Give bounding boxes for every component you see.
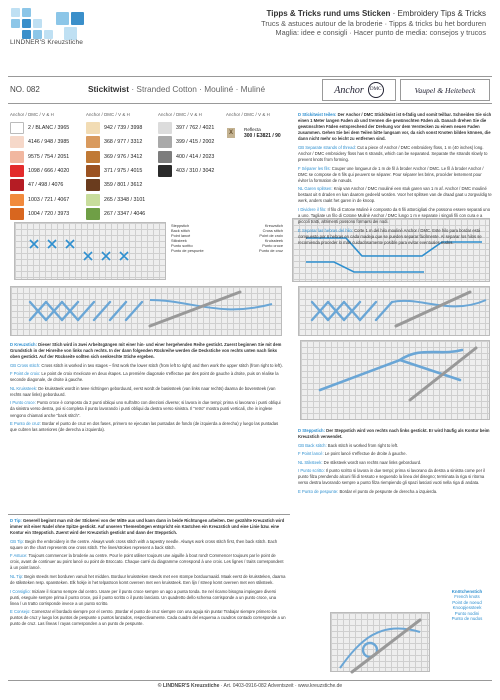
yarn-label: 2 / BLANC / 3965: [28, 125, 70, 131]
legend-item: Punto de cruz: [258, 248, 283, 253]
title-it: Maglia: idee e consigli · Hacer punto de media: consejos y trucos: [275, 28, 486, 38]
yarn-swatch: [10, 179, 24, 191]
yarn-label: 4146 / 948 / 3985: [28, 139, 70, 146]
logo-dot: [56, 12, 69, 25]
separate-strands-text: D Stickitwist teilen: Der Anchor / DMC Stickitwist ist 6-fädig und somit teilbar. Schneiden Sie sich einen 1 Meter langen Faden ab und trennen die gewünschten Fäden ab. Danach drehen Sie die gewünschten Fäden entsprechend der Drehung vor dem Verstecken zu einem neuen Faden zusammen. Gehen Sie bei dem Teilen bitte langsam vor, da sich sonst Knoten bilden können, die dann nicht mehr so leicht zu entfernen sind. GB Separate strands of thread: Cut a piece of Anchor / DMC embroidery floss, 1 m (40 inches) long. Anchor / DMC embroidery floss has 6 strands, which can be separated. Separate the strands slowly to prevent knots from forming. F Séparer les fils: Couper une longueur de 1 m de fil à broder Anchor / DMC. Le fil à broder Anchor / DMC se compose de 6 fils qui peuvent se séparer. Pour séparer les brins, procéder lentement pour éviter la formation de nœuds. NL Garen splitsen: Knip van Anchor / DMC mouliné een stuk garen van 1 m af. Anchor / DMC mouliné bestaat uit 6 draden en kan daarom gedeeld worden. Voor het splitsen van de draad gaat u zorgvuldig te werk, anders raakt het garen in de knoop. I Dividere il filo: Il filo di Cotone Mulinè è composto da 6 fili attorcigliati che possono essere separati uno a uno. Tagliate un filo di Cotone Mulinè Anchor / DMC lungo 1 m e separate i singoli fili con cura e a piccoli tratti, altrimenti possono formarsi dei nodi. E Separar las hebras del hilo: Corte 1 m del hilo mouliné Anchor / DMC. Este hilo para bordar está compuesto por 6 hebras en cada madeja que se pueden separar fácilmente. Al separar los hilos se recomienda proceder lo más cuidadosamente posible para evitar eventuales nudos.: [298, 112, 492, 245]
yarn-label: 371 / 975 / 4015: [104, 167, 143, 174]
legend-item: Kruissteek: [264, 238, 283, 243]
title-en: · Embroidery Tips & Tricks: [392, 9, 486, 18]
back-stitch-text: D Steppstich: Der Steppstich wird von rechts nach links gestickt. Er wird häufig als Kontur beim Kreuzstich verwendet. GB Back stitch: Back stitch is worked from right to left. F Point lancé: Le point lancé s'effectue de droite à gauche. NL Stiksteek: De stiksteek wordt van rechts naar links geborduurd. I Punto scritto: Il punto scritto si lavora in due tempi; prima si lavorano da destra a sinistra come per il punto filza prendendo alcuni fili di tessuto e seguendo la linea del disegno; terminata la riga si ritorna verso destra lavorando sempre a punto filza riempiendo gli spazi lasciati vuoti nella riga di andata. E Punto de pespunte: Bordar el punto de pespunte de derecha a izquierda.: [298, 428, 490, 494]
logo-dot: [33, 19, 42, 28]
french-knot-legend: [436, 589, 498, 621]
yarn-swatch: [158, 165, 172, 177]
knot-legend-title: Knötchenstich: [451, 589, 483, 594]
item-name: Stickitwist · Stranded Cotton · Mouliné · Muliné: [88, 84, 266, 94]
yarn-label: 9575 / 754 / 2051: [28, 153, 70, 160]
logo-dot: [33, 30, 42, 39]
vaupel-heitebeck-logo: Vaupel & Heitebeck: [400, 79, 490, 101]
legend-item: Point lancé: [171, 233, 191, 238]
logo-dot: [11, 19, 20, 28]
logo-dot: [22, 30, 31, 39]
cross-stitch-chart: [14, 222, 166, 280]
yarn-label: 1004 / 720 / 3973: [28, 210, 70, 217]
knot-legend-item: French knots: [454, 594, 480, 600]
yarn-label: 265 / 3348 / 3101: [104, 196, 146, 203]
yarn-swatch: [158, 151, 172, 163]
page-title: [150, 9, 486, 38]
yarn-swatch: [10, 151, 24, 163]
yarn-swatch: [86, 165, 100, 177]
logo-dot: [22, 8, 31, 17]
section-rule: [8, 514, 290, 515]
back-stitch-diagram: [300, 340, 490, 420]
yarn-label: 397 / 762 / 4021: [176, 125, 215, 131]
logo-dot: [22, 19, 31, 28]
tip-text: D Tip: Generell beginnt man mit der Stickerei von der Mitte aus und kann dann in beide Richtungen arbeiten. Der gezählte Kreuzstich wird immer mit einer Nadel ohne Spitze gestickt. Auf unseren Themenbögen entspricht ein Kästchen ein Kreuzstich und eine Linie bzw. eine Kontur ein Steppstich. Zuerst wird der Kreuzstich gestickt und dann der Steppstich. GB Tip: Begin the embroidery in the centre. Always work cross stitch with a tapestry needle. Always work cross stitch first, then back stitch. Each square on the chart represents one cross stitch. The lines/strokes represent a back stitch. F Astuce: Toujours commencer la broderie au centre. Pour le point utiliser toujours une aiguille à bout rond! Commencer toujours par le point de croix, avant de continuer au point lancé ou point de Broccato. Chaque carré du diagramme correspond à une croix. Les lignes / traits correspondent à un point lancé. NL Tip: Begin steeds met borduren vanuit het midden. Borduur kruissteken steeds met een stompe borduurnaald. Maak eerst de kruissteken, daarna de stiksteken resp. spansteken. Elk hokje in het telpatroon komt overeen met een kruissteek. Een lijn / streep komt overeen met een stiksteek. I Consiglio: Iniziare il ricamo sempre dal centro. Usare per il punto croce sempre un ago a punta tonda. Se nel ricamo bisogna impiegare diversi punti, eseguire sempre prima il punto croce, poi il punto scritto o il punto lanciato. Un quadretto dello schema corrisponde a un punto croce, una linea / un tratto corrisponde invece a un punto scritto. E Consejo: Comenzar el bordado siempre por el centro. ¡Bordar el punto de cruz siempre con una aguja sin punta! Trabajar siempre primero los puntos de cruz y luego los puntos de pespunte o puntos lanzados, respectivamente. Cada cuadro del esquema a cuadros contado corresponde a un punto de cruz. Las líneas / rayas corresponden a un punto de pespunte.: [10, 518, 286, 627]
yarn-swatch: [86, 194, 100, 206]
translation-key: NL Garen splitsen:: [298, 186, 333, 192]
yarn-swatch: [86, 122, 100, 134]
yarn-swatch: [10, 208, 24, 220]
stitch-legend: [171, 223, 283, 253]
yarn-swatch: [10, 194, 24, 206]
translation-key: GB Separate strands of thread:: [298, 144, 356, 150]
anchor-dmc-logo: Anchor DMC: [322, 79, 396, 101]
legend-item: Steppstich: [171, 223, 190, 228]
yarn-col-header: Anchor / DMC / V & H: [10, 112, 54, 117]
knot-legend-item: Punto de nudos: [451, 616, 483, 622]
legend-item: Punto scritto: [171, 243, 193, 248]
cross-stitch-text: D Kreuzstich: Dieser Stich wird in zwei Arbeitsgängen mit einer hin- und einer hergehenden Reihe gestickt. Zuerst beginnen Sie mit dem Grundstich in der Hinreihe von links nach rechts. In der dann folgenden Rückreihe werden die Deckstiche von rechts unten nach links oben gestickt. Auf der Rückseite sollten sich senkrechte Stiche ergeben. GB Cross stitch: Cross stitch is worked in two stages – first work the lower stitch (from left to right) and then work the upper stitch (from right to left). F Point de croix: Le point de croix s'exécute en deux étapes. La première diagonale s'effectue par des point de gauche à droite, puis on réalise la seconde diagonale, de droite à gauche. NL Kruissteek: De kruissteek wordt in twee richtingen geborduurd, eerst wordt de basissteek (van links naar rechts) daarna de bovensteek (van rechts naar links) geborduurd. I Punto croce: Punto croce è composto da 2 punti obliqui uno sull'altro con direzioni diverse; si lavora in due tempi; prima si lavorano i punti obliqui da sinistra verso destra, poi si completa il punto lavorando i punti obliqui da destra verso sinistra. Il "retro" mostra punti verticali, che in inglese vengono chiamati anche "back stitch". E Punto de cruz: Bordar el punto de cruz en dos fases, primero se ejecutan las puntadas de fondo (de izquierda a derecha) y luego las puntadas que cubren las anteriores (de derecha a izquierda).: [10, 342, 283, 433]
yarn-label: 400 / 414 / 2023: [176, 153, 215, 160]
legend-item: Punto de pespunte: [171, 248, 204, 253]
header-rule: [8, 76, 492, 77]
item-rule: [8, 103, 492, 104]
yarn-label: 1003 / 721 / 4067: [28, 196, 70, 203]
yarn-swatch: [158, 122, 172, 134]
yarn-label: 399 / 415 / 2002: [176, 139, 215, 146]
yarn-swatch: [10, 165, 24, 177]
yarn-swatch: [10, 136, 24, 148]
translation-key: I Dividere il filo:: [298, 206, 327, 212]
item-number: NO. 082: [10, 85, 40, 94]
reflecta-mark: X: [228, 130, 233, 136]
yarn-swatch: [158, 136, 172, 148]
logo-dot: [44, 30, 53, 39]
logo-dot: [71, 12, 84, 25]
yarn-swatch: [86, 179, 100, 191]
yarn-label: 359 / 801 / 3612: [104, 182, 143, 189]
legend-item: Kreuzstich: [264, 223, 283, 228]
yarn-col-header: Anchor / DMC / V & H: [86, 112, 130, 117]
knot-legend-item: Point de noeud: [452, 599, 482, 605]
yarn-label: 369 / 976 / 3412: [104, 153, 143, 160]
cross-stitch-diagram-1: [10, 286, 282, 336]
legend-item: Back stitch: [171, 228, 190, 233]
cross-stitch-diagram-2: [298, 286, 490, 336]
title-de: Tipps & Tricks rund ums Sticken: [266, 9, 391, 18]
footer: © LINDNER'S Kreuzstiche · Art. 0403-0916-082 Adventszeit · www.kreuzstiche.de: [8, 680, 492, 689]
legend-item: Cross stitch: [262, 228, 283, 233]
translation-text: Knip van Anchor / DMC mouliné een stuk garen van 1 m af. Anchor / DMC mouliné bestaat uit 6 draden en kan daarom gedeeld worden. Voor het splitsen van de draad gaat u zorgvuldig te werk, anders raakt het garen in de knoop.: [298, 186, 492, 204]
reflecta-label: Reflecta 300 / E3821 / 90: [244, 127, 281, 139]
yarn-label: 368 / 977 / 3312: [104, 139, 143, 146]
knot-legend-item: Knoopjessteek: [452, 605, 482, 611]
translation-text: Couper une longueur de 1 m de fil à broder Anchor / DMC. Le fil à broder Anchor / DMC se compose de 6 fils qui peuvent se séparer. Pour séparer les brins, procéder lentement pour éviter la formation de nœuds.: [298, 165, 484, 183]
yarn-swatch: [86, 136, 100, 148]
translation-key: F Séparer les fils:: [298, 165, 331, 171]
french-knot-diagram: [330, 612, 430, 672]
yarn-label: 47 / 498 / 4076: [28, 182, 64, 189]
title-fr: Trucs & astuces autour de la broderie · Tipps & tricks bu het borduren: [261, 18, 486, 28]
logo-text: LINDNER'S Kreuzstiche: [10, 39, 83, 46]
yarn-col-header: Anchor / DMC / V & H: [158, 112, 202, 117]
yarn-label: 403 / 310 / 3042: [176, 167, 215, 174]
translation-key: E Separar las hebras del hilo:: [298, 227, 353, 233]
yarn-swatch: [86, 208, 100, 220]
yarn-label: 942 / 739 / 3998: [104, 125, 143, 131]
yarn-swatch: [10, 122, 24, 134]
yarn-label: 267 / 3347 / 4046: [104, 210, 146, 217]
translation-text: Corte 1 m del hilo mouliné Anchor / DMC. Este hilo para bordar está compuesto por 6 hebras en cada madeja que se pueden separar fácilmente. Al separar los hilos se recomienda proceder lo más cuidadosamente posible para evitar eventuales nudos.: [298, 227, 482, 245]
legend-item: Punto croce: [262, 243, 283, 248]
logo-dot: [11, 8, 20, 17]
knot-legend-item: Punto nodini: [454, 610, 480, 616]
legend-item: Point de croix: [259, 233, 283, 238]
yarn-swatch: [86, 151, 100, 163]
legend-item: Stiksteek: [171, 238, 187, 243]
yarn-label: 1098 / 666 / 4020: [28, 167, 70, 174]
translation-text: Cut a piece of Anchor / DMC embroidery floss, 1 m (40 inches) long. Anchor / DMC embroidery floss has 6 strands, which can be separated. Separate the strands slowly to prevent knots from forming.: [298, 144, 488, 163]
yarn-col-header: Anchor / DMC / V & H: [226, 112, 270, 117]
translation-text: Il filo di Cotone Mulinè è composto da 6 fili attorcigliati che possono essere separati uno a uno. Tagliate un filo di Cotone Mulinè Anchor / DMC lungo 1 m e separate i singoli fili con cura e a piccoli tratti, altrimenti possono formarsi dei nodi.: [298, 206, 491, 225]
